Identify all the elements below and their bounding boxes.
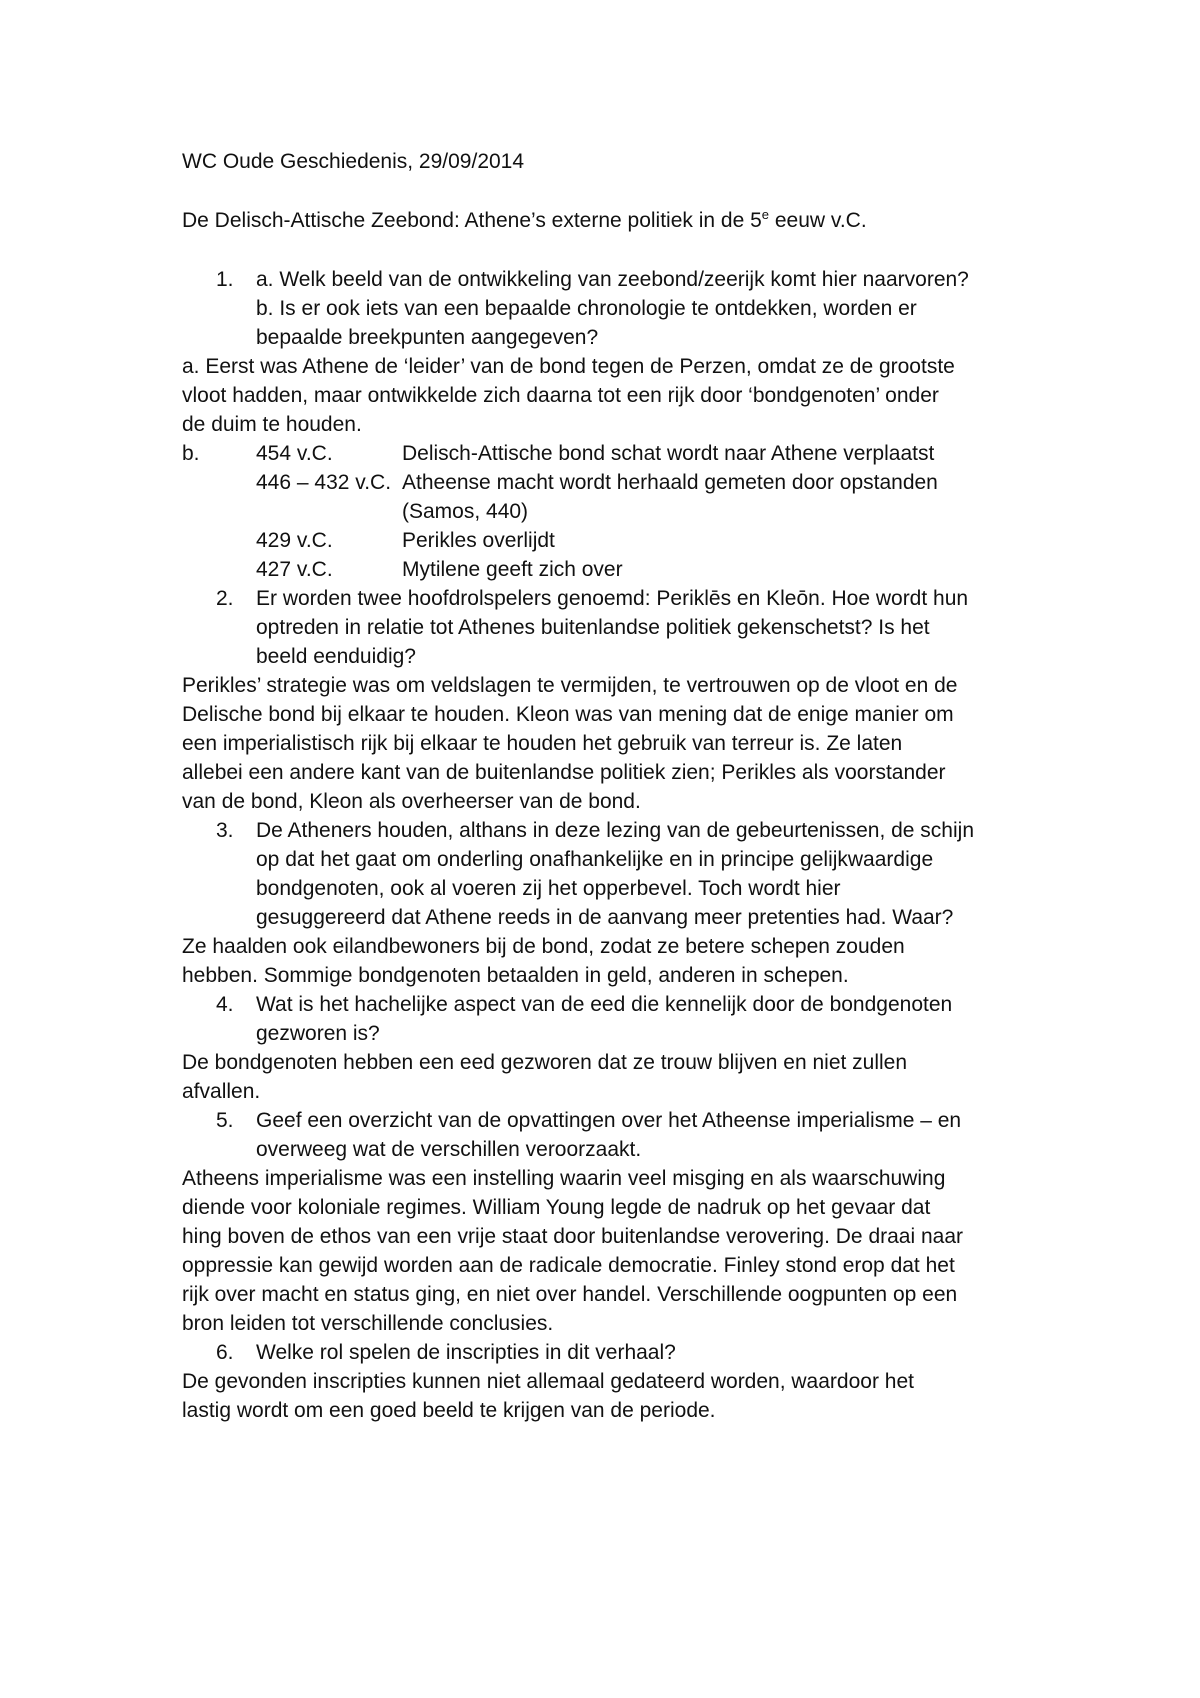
question-2-line: beeld eenduidig? <box>256 645 416 668</box>
question-1-line: a. Welk beeld van de ontwikkeling van zeebond/zeerijk komt hier naarvoren? <box>256 268 969 291</box>
question-5-line: Geef een overzicht van de opvattingen over het Atheense imperialisme – en <box>256 1109 962 1132</box>
subtitle-superscript: e <box>761 207 770 222</box>
document-title: WC Oude Geschiedenis, 29/09/2014 <box>182 150 525 173</box>
answer-5-line: diende voor koloniale regimes. William Young legde de nadruk op het gevaar dat <box>182 1196 931 1219</box>
question-3-line: bondgenoten, ook al voeren zij het opperbevel. Toch wordt hier <box>256 877 841 900</box>
answer-4-line: De bondgenoten hebben een eed gezworen dat ze trouw blijven en niet zullen <box>182 1051 908 1074</box>
question-3-number: 3. <box>216 819 234 842</box>
question-1-number: 1. <box>216 268 234 291</box>
answer-1a-line: de duim te houden. <box>182 413 362 436</box>
answer-3-line: hebben. Sommige bondgenoten betaalden in geld, anderen in schepen. <box>182 964 849 987</box>
answer-5-line: Atheens imperialisme was een instelling waarin veel misging en als waarschuwing <box>182 1167 946 1190</box>
answer-4-line: afvallen. <box>182 1080 261 1103</box>
answer-1a-line: vloot hadden, maar ontwikkelde zich daarna tot een rijk door ‘bondgenoten’ onder <box>182 384 939 407</box>
answer-1a-line: a. Eerst was Athene de ‘leider’ van de bond tegen de Perzen, omdat ze de grootste <box>182 355 955 378</box>
timeline-event: Perikles overlijdt <box>402 529 555 552</box>
answer-6-line: lastig wordt om een goed beeld te krijgen van de periode. <box>182 1399 716 1422</box>
question-2-line: optreden in relatie tot Athenes buitenlandse politiek gekenschetst? Is het <box>256 616 930 639</box>
timeline-event: (Samos, 440) <box>402 500 529 523</box>
answer-5-line: hing boven de ethos van een vrije staat door buitenlandse verovering. De draai naar <box>182 1225 964 1248</box>
question-2-line: Er worden twee hoofdrolspelers genoemd: Periklēs en Kleōn. Hoe wordt hun <box>256 587 969 610</box>
answer-2-line: van de bond, Kleon als overheerser van de bond. <box>182 790 641 813</box>
timeline-year: 427 v.C. <box>256 558 333 581</box>
question-4-number: 4. <box>216 993 234 1016</box>
question-4-line: gezworen is? <box>256 1022 380 1045</box>
question-3-line: op dat het gaat om onderling onafhankelijke en in principe gelijkwaardige <box>256 848 934 871</box>
question-5-line: overweeg wat de verschillen veroorzaakt. <box>256 1138 642 1161</box>
question-5-number: 5. <box>216 1109 234 1132</box>
answer-5-line: oppressie kan gewijd worden aan de radicale democratie. Finley stond erop dat het <box>182 1254 955 1277</box>
timeline-event: Mytilene geeft zich over <box>402 558 623 581</box>
answer-2-line: Perikles’ strategie was om veldslagen te vermijden, te vertrouwen op de vloot en de <box>182 674 958 697</box>
question-3-line: De Atheners houden, althans in deze lezing van de gebeurtenissen, de schijn <box>256 819 974 842</box>
document-subtitle <box>182 206 867 237</box>
question-1-line: bepaalde breekpunten aangegeven? <box>256 326 599 349</box>
timeline-event: Delisch-Attische bond schat wordt naar Athene verplaatst <box>402 442 935 465</box>
question-6-line: Welke rol spelen de inscripties in dit verhaal? <box>256 1341 676 1364</box>
answer-6-line: De gevonden inscripties kunnen niet allemaal gedateerd worden, waardoor het <box>182 1370 914 1393</box>
answer-5-line: rijk over macht en status ging, en niet over handel. Verschillende oogpunten op een <box>182 1283 958 1306</box>
answer-3-line: Ze haalden ook eilandbewoners bij de bond, zodat ze betere schepen zouden <box>182 935 905 958</box>
timeline-year: 454 v.C. <box>256 442 333 465</box>
question-1-line: b. Is er ook iets van een bepaalde chronologie te ontdekken, worden er <box>256 297 917 320</box>
subtitle-text-end: eeuw v.C. <box>769 209 867 232</box>
question-4-line: Wat is het hachelijke aspect van de eed die kennelijk door de bondgenoten <box>256 993 953 1016</box>
answer-5-line: bron leiden tot verschillende conclusies. <box>182 1312 554 1335</box>
question-3-line: gesuggereerd dat Athene reeds in de aanvang meer pretenties had. Waar? <box>256 906 954 929</box>
question-6-number: 6. <box>216 1341 234 1364</box>
answer-1b-label: b. <box>182 442 200 465</box>
subtitle-text: De Delisch-Attische Zeebond: Athene’s externe politiek in de 5 <box>182 209 762 232</box>
timeline-year: 446 – 432 v.C. <box>256 471 392 494</box>
answer-2-line: Delische bond bij elkaar te houden. Kleon was van mening dat de enige manier om <box>182 703 954 726</box>
answer-2-line: een imperialistisch rijk bij elkaar te houden het gebruik van terreur is. Ze laten <box>182 732 903 755</box>
question-2-number: 2. <box>216 587 234 610</box>
answer-2-line: allebei een andere kant van de buitenlandse politiek zien; Perikles als voorstander <box>182 761 946 784</box>
timeline-event: Atheense macht wordt herhaald gemeten door opstanden <box>402 471 938 494</box>
timeline-year: 429 v.C. <box>256 529 333 552</box>
